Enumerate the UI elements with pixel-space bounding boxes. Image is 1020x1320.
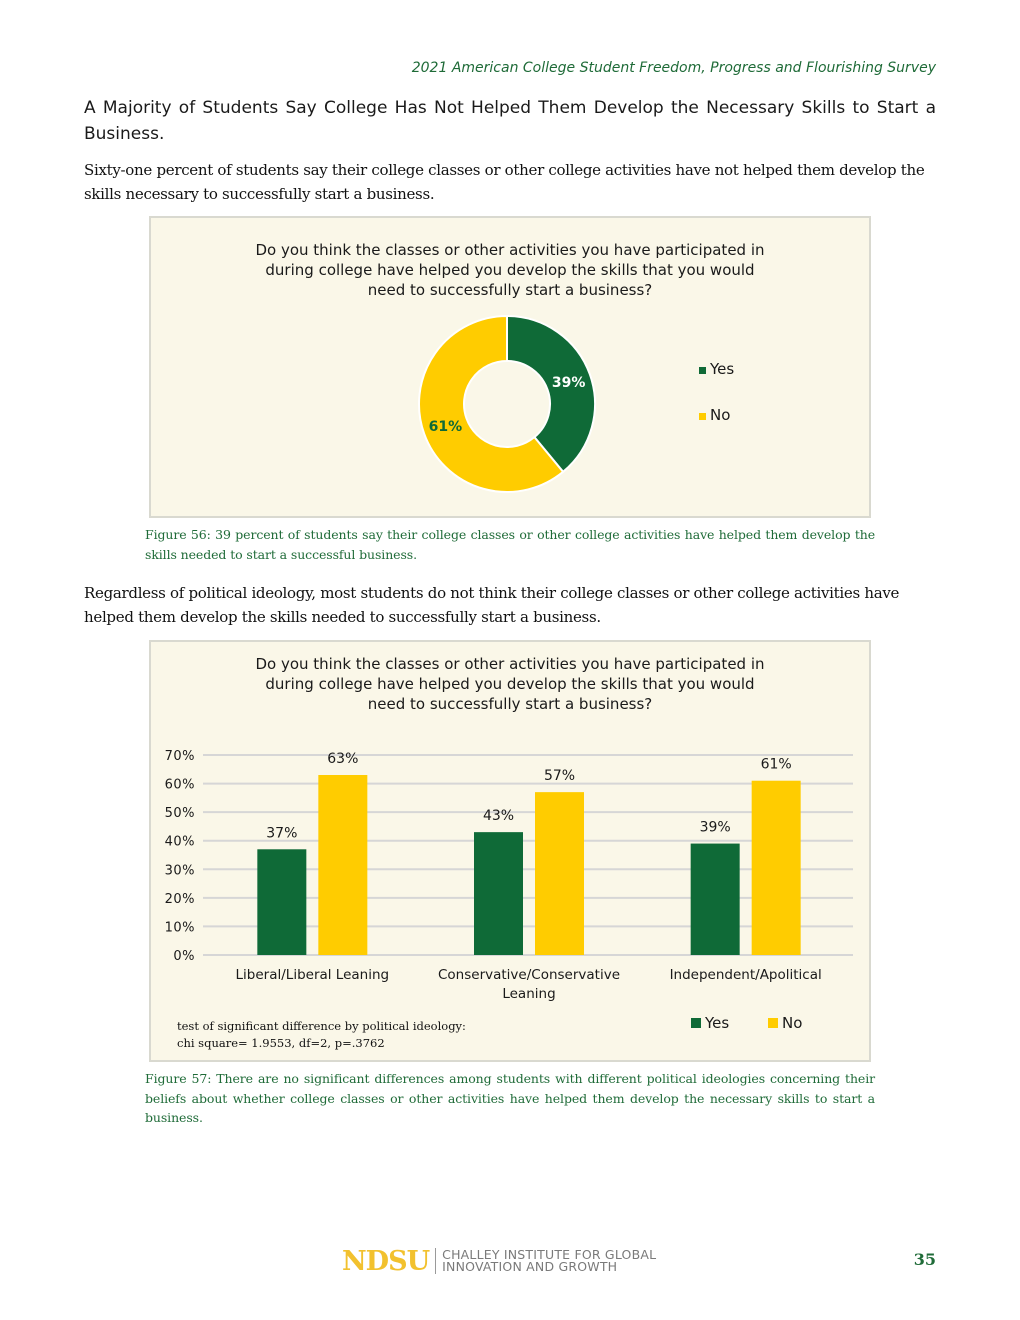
institute-line: INNOVATION AND GROWTH [442,1259,618,1274]
page-number: 35 [913,1250,936,1269]
legend-swatch-no [768,1018,778,1028]
chart-title-line: during college have helped you develop the skills that you would [265,261,755,279]
chart-title-line: need to successfully start a business? [367,695,653,713]
bar-yes [691,844,740,955]
stat-note-line: test of significant difference by political ideology: [177,1019,466,1033]
logo-divider [435,1248,436,1274]
legend-swatch-yes [691,1018,701,1028]
bar-no [535,792,584,955]
bar-chart [151,642,869,1060]
running-header: 2021 American College Student Freedom, Progress and Flourishing Survey [411,60,936,76]
legend-label-no: No [782,1014,803,1032]
chart-title-line: Do you think the classes or other activities you have participated in [255,655,765,673]
x-category-label: Conservative/Conservative [437,967,621,983]
institute-line: CHALLEY INSTITUTE FOR GLOBAL [442,1247,657,1262]
chart-title-line: need to successfully start a business? [367,281,653,299]
figure-56-caption: Figure 56: 39 percent of students say their college classes or other college activities have helped them develop the skills needed to start a successful business. [145,527,875,562]
bar-yes [474,832,523,955]
y-tick-label: 0% [173,949,195,964]
bar-data-label: 61% [760,756,792,773]
ndsu-wordmark: NDSU [342,1245,430,1277]
figure-57-caption: Figure 57: There are no significant differences among students with different political ideologies concerning their beliefs about whether college classes or other activities have helped them develop the necessary skills to start a business. [145,1071,875,1125]
institute-name [442,1249,656,1273]
chart-title-line: during college have helped you develop the skills that you would [265,675,755,693]
legend-swatch-yes [699,367,706,374]
donut-data-label: 61% [428,419,463,436]
y-tick-label: 10% [164,920,195,936]
donut-chart-panel [149,216,871,518]
bar-data-label: 43% [482,808,515,825]
x-category-label: Independent/Apolitical [669,967,822,983]
paragraph-ideology: Regardless of political ideology, most students do not think their college classes or other college activities have helped them develop the skills needed to successfully start a business. [84,584,900,626]
y-tick-label: 30% [164,863,195,879]
bar-data-label: 37% [266,825,298,842]
bar-chart-panel [149,640,871,1062]
y-tick-label: 20% [164,891,195,907]
ndsu-challey-logo [342,1245,656,1277]
bar-no [752,781,801,955]
x-category-label: Leaning [502,986,556,1002]
bar-yes [257,849,306,955]
x-category-label: Liberal/Liberal Leaning [235,967,390,983]
section-heading: A Majority of Students Say College Has Not Helped Them Develop the Necessary Skills to Start a Business. [84,98,936,144]
paragraph-intro: Sixty-one percent of students say their college classes or other college activities have not helped them develop the skills necessary to successfully start a business. [84,161,925,203]
y-tick-label: 40% [164,834,195,850]
y-tick-label: 70% [164,749,195,764]
stat-note-line: chi square= 1.9553, df=2, p=.3762 [177,1036,385,1050]
bar-data-label: 63% [327,751,359,767]
legend-label-yes: Yes [710,360,735,378]
donut-chart [151,218,869,516]
bar-data-label: 39% [699,819,731,836]
significance-test-note [177,1018,537,1052]
legend-label-no: No [710,406,731,424]
legend-label-yes: Yes [705,1014,730,1032]
y-tick-label: 60% [164,777,195,793]
chart-title-line: Do you think the classes or other activities you have participated in [255,241,765,259]
y-tick-label: 50% [164,806,195,822]
legend-swatch-no [699,413,706,420]
bar-data-label: 57% [543,768,576,785]
bar-no [318,775,367,955]
donut-data-label: 39% [551,374,586,391]
